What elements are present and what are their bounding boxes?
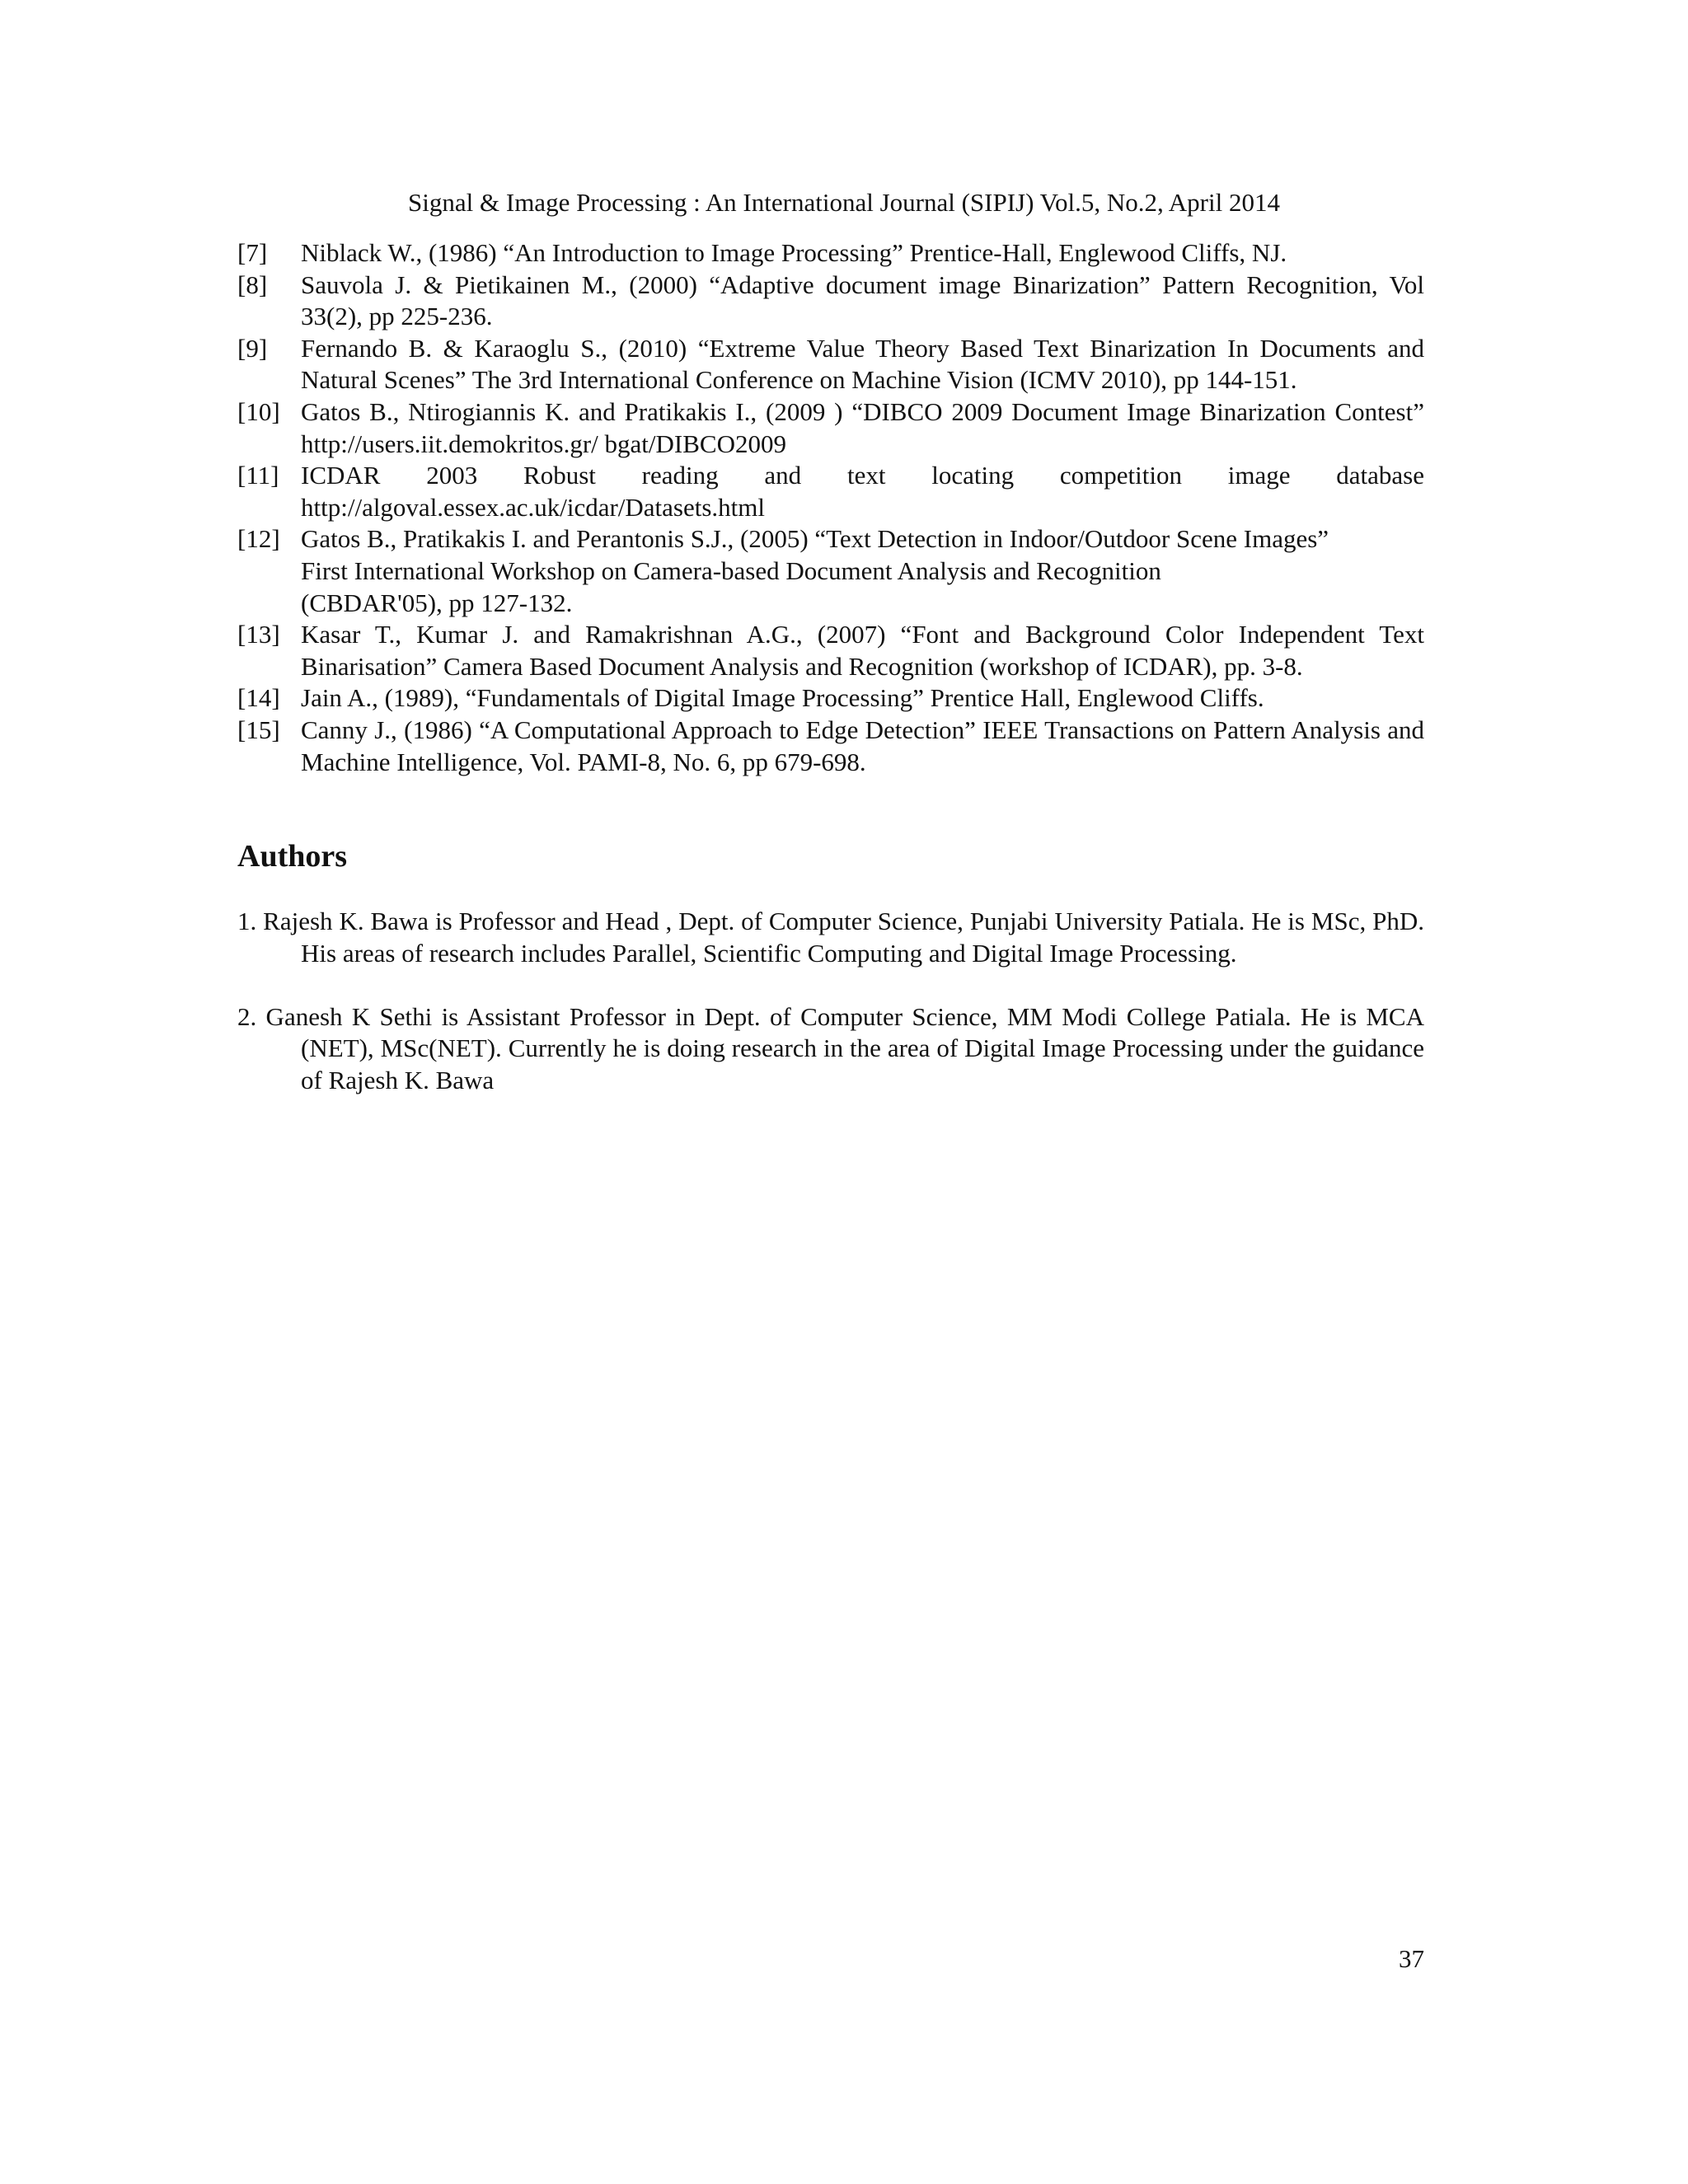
reference-text-line: Gatos B., Pratikakis I. and Perantonis S.J., (2005) “Text Detection in Indoor/Outdoor Scene Images” [301,524,1329,554]
reference-number: [13] [237,620,280,649]
reference-text: Fernando B. & Karaoglu S., (2010) “Extreme Value Theory Based Text Binarization In Documents and Natural Scenes” The 3rd International Conference on Machine Vision (ICMV 2010), pp 144-151. [301,333,1424,395]
reference-item [237,460,1424,523]
reference-item [237,237,1424,269]
author-bio: 1. Rajesh K. Bawa is Professor and Head , Dept. of Computer Science, Punjabi University Patiala. He is MSc, PhD. His areas of research includes Parallel, Scientific Computing and Digital Image Processing. [237,907,1424,968]
reference-number: [11] [237,461,279,490]
page-number: 37 [1399,1944,1424,1973]
reference-text: Gatos B., Ntirogiannis K. and Pratikakis I., (2009 ) “DIBCO 2009 Document Image Binarization Contest” http://users.iit.demokritos.gr/ bgat/DIBCO2009 [301,396,1424,458]
reference-text: Canny J., (1986) “A Computational Approach to Edge Detection” IEEE Transactions on Pattern Analysis and Machine Intelligence, Vol. PAMI-8, No. 6, pp 679-698. [301,715,1424,776]
reference-list [237,237,1424,778]
reference-item [237,619,1424,682]
reference-number: [14] [237,683,280,713]
reference-number: [7] [237,238,268,267]
reference-text: Jain A., (1989), “Fundamentals of Digital Image Processing” Prentice Hall, Englewood Cliffs. [301,683,1264,713]
reference-number: [9] [237,333,268,363]
reference-item [237,333,1424,396]
reference-item [237,682,1424,715]
reference-url: http://algoval.essex.ac.uk/icdar/Datasets.html [301,492,766,522]
reference-number: [8] [237,269,268,299]
reference-text-line: (CBDAR'05), pp 127-132. [301,588,573,617]
reference-text-line: ICDAR 2003 Robust reading and text locating competition image database [301,461,1424,490]
reference-item [237,269,1424,333]
reference-number: [15] [237,715,280,744]
reference-item [237,715,1424,778]
reference-text: Sauvola J. & Pietikainen M., (2000) “Adaptive document image Binarization” Pattern Recognition, Vol 33(2), pp 225-236. [301,269,1424,331]
reference-text: Niblack W., (1986) “An Introduction to Image Processing” Prentice-Hall, Englewood Cliffs, NJ. [301,238,1287,267]
reference-item [237,396,1424,460]
reference-item [237,523,1424,619]
running-header: Signal & Image Processing : An International Journal (SIPIJ) Vol.5, No.2, April 2014 [408,188,1280,217]
author-list [237,906,1424,1128]
reference-number: [12] [237,524,280,554]
reference-text-line: First International Workshop on Camera-based Document Analysis and Recognition [301,555,1161,585]
authors-heading: Authors [237,839,348,874]
reference-number: [10] [237,396,280,426]
reference-text: Kasar T., Kumar J. and Ramakrishnan A.G., (2007) “Font and Background Color Independent Text Binarisation” Camera Based Document Analysis and Recognition (workshop of ICDAR), pp. 3-8. [301,620,1424,681]
author-bio: 2. Ganesh K Sethi is Assistant Professor in Dept. of Computer Science, MM Modi College Patiala. He is MCA (NET), MSc(NET). Currently he is doing research in the area of Digital Image Processing under the guidance of Rajesh K. Bawa [237,1001,1424,1094]
